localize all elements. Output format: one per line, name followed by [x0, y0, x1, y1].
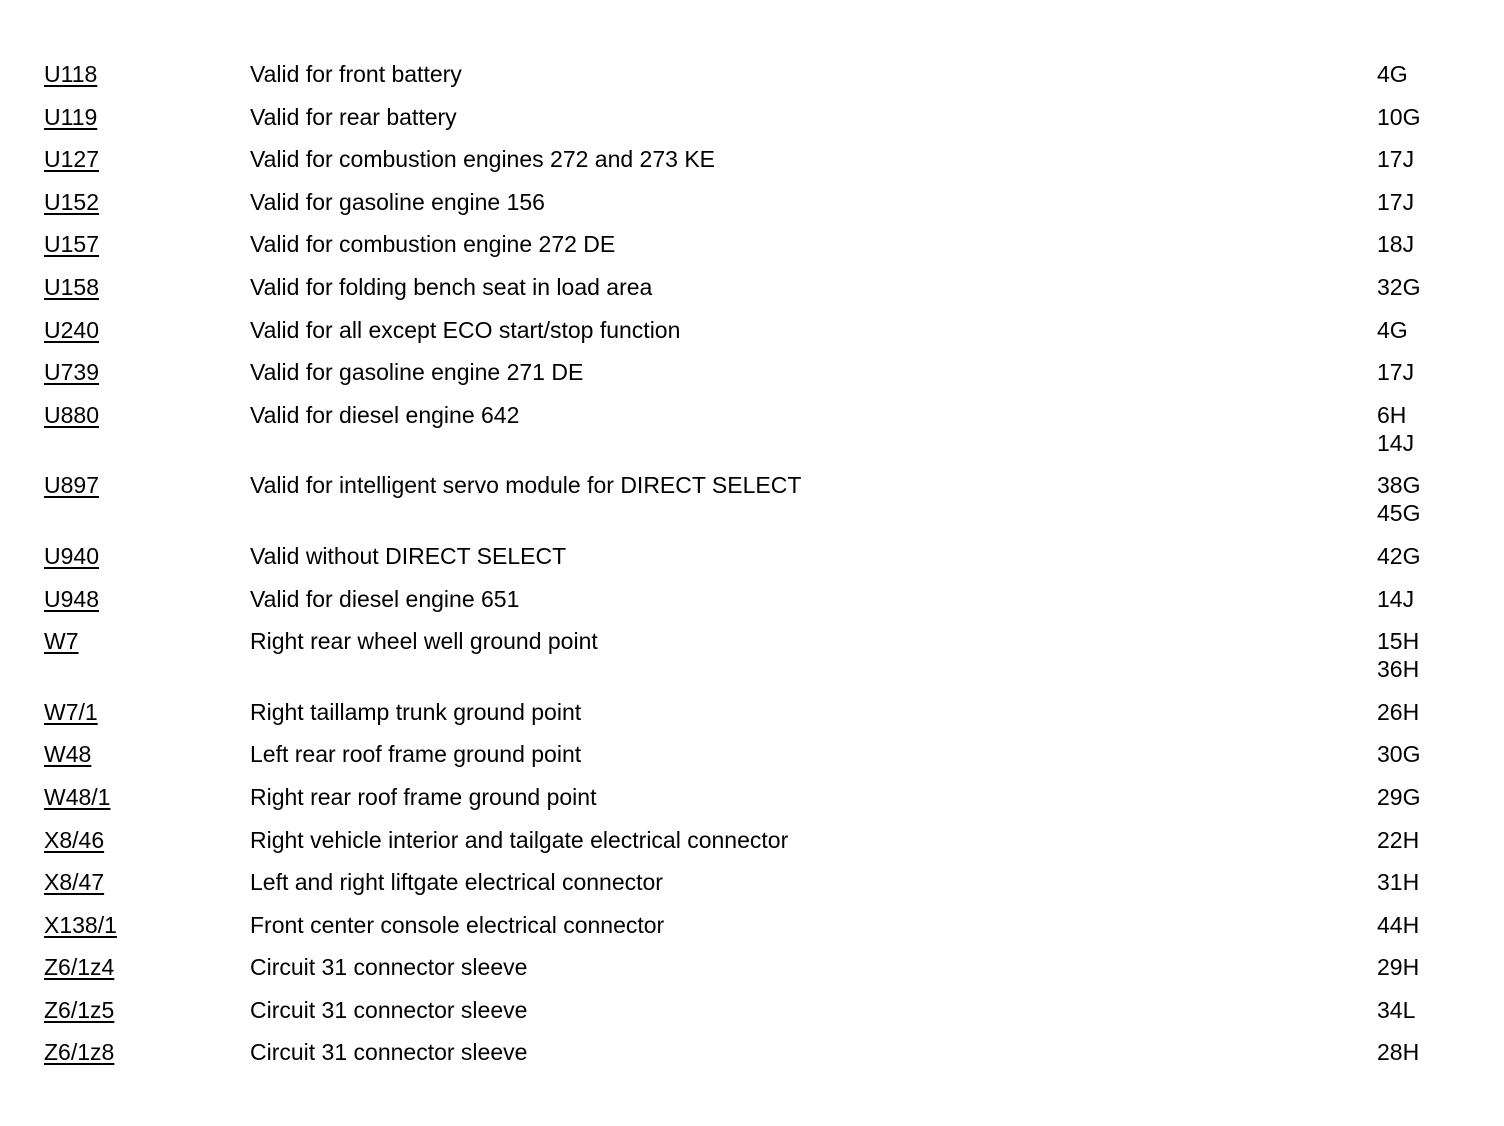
component-code-link[interactable]: W7: [44, 628, 79, 655]
grid-reference-list: [1377, 826, 1464, 854]
grid-reference: 29H: [1377, 954, 1420, 981]
component-legend-table: [44, 60, 1464, 1081]
grid-reference-list: [1377, 585, 1464, 613]
legend-row: [44, 358, 1464, 386]
grid-reference-list: [1377, 401, 1464, 457]
grid-reference-list: [1377, 542, 1464, 570]
component-code-link[interactable]: U152: [44, 188, 99, 215]
grid-reference: 17J: [1377, 359, 1415, 386]
grid-reference-list: [1377, 60, 1464, 88]
grid-reference: 45G: [1377, 500, 1421, 527]
grid-reference-list: [1377, 273, 1464, 301]
legend-row: [44, 826, 1464, 854]
component-code-link[interactable]: W7/1: [44, 698, 98, 725]
legend-row: [44, 316, 1464, 344]
component-description: Right taillamp trunk ground point: [250, 698, 582, 725]
component-description: Valid for combustion engines 272 and 273 KE: [250, 146, 715, 173]
grid-reference-list: [1377, 996, 1464, 1024]
grid-reference-list: [1377, 953, 1464, 981]
component-code-link[interactable]: U897: [44, 472, 99, 499]
grid-reference-list: [1377, 698, 1464, 726]
component-code-link[interactable]: W48/1: [44, 783, 111, 810]
component-code-link[interactable]: U119: [44, 103, 98, 130]
grid-reference-list: [1377, 911, 1464, 939]
grid-reference: 28H: [1377, 1039, 1420, 1066]
component-code-link[interactable]: U118: [44, 61, 98, 87]
legend-row: [44, 996, 1464, 1024]
grid-reference-list: [1377, 627, 1464, 683]
legend-row: [44, 230, 1464, 258]
legend-row: [44, 911, 1464, 939]
grid-reference: 22H: [1377, 826, 1420, 853]
component-code-link[interactable]: X8/46: [44, 826, 105, 853]
grid-reference-list: [1377, 316, 1464, 344]
component-description: Valid for diesel engine 651: [250, 585, 520, 612]
grid-reference: 17J: [1377, 188, 1415, 215]
component-code-link[interactable]: Z6/1z5: [44, 996, 115, 1023]
component-description: Valid for diesel engine 642: [250, 401, 520, 428]
legend-row: [44, 471, 1464, 527]
component-description: Right rear wheel well ground point: [250, 628, 598, 655]
component-code-link[interactable]: W48: [44, 741, 92, 768]
component-description: Circuit 31 connector sleeve: [250, 996, 528, 1023]
grid-reference-list: [1377, 188, 1464, 216]
legend-row: [44, 542, 1464, 570]
component-description: Circuit 31 connector sleeve: [250, 1039, 528, 1066]
grid-reference: 4G: [1377, 61, 1408, 87]
grid-reference-list: [1377, 103, 1464, 131]
grid-reference: 6H: [1377, 401, 1407, 428]
grid-reference-list: [1377, 783, 1464, 811]
grid-reference-list: [1377, 471, 1464, 527]
legend-row: [44, 103, 1464, 131]
legend-row: [44, 145, 1464, 173]
component-description: Left rear roof frame ground point: [250, 741, 582, 768]
component-code-link[interactable]: Z6/1z4: [44, 954, 115, 981]
grid-reference-list: [1377, 145, 1464, 173]
component-description: Left and right liftgate electrical connector: [250, 869, 663, 896]
component-description: Circuit 31 connector sleeve: [250, 954, 528, 981]
component-description: Right vehicle interior and tailgate electrical connector: [250, 826, 789, 853]
legend-row: [44, 783, 1464, 811]
grid-reference: 29G: [1377, 783, 1421, 810]
legend-row: [44, 401, 1464, 457]
component-description: Valid for rear battery: [250, 103, 457, 130]
grid-reference: 4G: [1377, 316, 1408, 343]
component-description: Valid for gasoline engine 156: [250, 188, 545, 215]
component-code-link[interactable]: U880: [44, 401, 99, 428]
component-code-link[interactable]: U739: [44, 359, 99, 386]
component-description: Valid for gasoline engine 271 DE: [250, 359, 584, 386]
component-code-link[interactable]: U940: [44, 542, 99, 569]
legend-row: [44, 740, 1464, 768]
component-description: Valid for intelligent servo module for DIRECT SELECT: [250, 472, 802, 499]
legend-row: [44, 1038, 1464, 1066]
legend-row: [44, 698, 1464, 726]
grid-reference-list: [1377, 230, 1464, 258]
grid-reference: 14J: [1377, 429, 1415, 456]
grid-reference-list: [1377, 868, 1464, 896]
component-code-link[interactable]: U240: [44, 316, 99, 343]
legend-row: [44, 188, 1464, 216]
grid-reference: 14J: [1377, 585, 1415, 612]
component-description: Valid for front battery: [250, 61, 462, 87]
legend-row: [44, 585, 1464, 613]
component-code-link[interactable]: U948: [44, 585, 99, 612]
grid-reference: 18J: [1377, 231, 1415, 258]
grid-reference: 36H: [1377, 656, 1420, 683]
grid-reference-list: [1377, 740, 1464, 768]
grid-reference: 38G: [1377, 472, 1421, 499]
component-code-link[interactable]: U158: [44, 273, 99, 300]
legend-row: [44, 60, 1464, 88]
grid-reference: 32G: [1377, 273, 1421, 300]
component-description: Right rear roof frame ground point: [250, 783, 597, 810]
component-code-link[interactable]: U127: [44, 146, 99, 173]
grid-reference: 10G: [1377, 103, 1421, 130]
component-code-link[interactable]: X8/47: [44, 869, 105, 896]
grid-reference: 42G: [1377, 542, 1421, 569]
component-description: Valid for combustion engine 272 DE: [250, 231, 616, 258]
legend-row: [44, 868, 1464, 896]
grid-reference: 34L: [1377, 996, 1416, 1023]
component-description: Valid for folding bench seat in load area: [250, 273, 653, 300]
grid-reference: 15H: [1377, 628, 1420, 655]
grid-reference: 30G: [1377, 741, 1421, 768]
component-description: Front center console electrical connector: [250, 911, 665, 938]
component-description: Valid without DIRECT SELECT: [250, 542, 567, 569]
legend-row: [44, 627, 1464, 683]
component-code-link[interactable]: U157: [44, 231, 99, 258]
component-description: Valid for all except ECO start/stop function: [250, 316, 681, 343]
component-code-link[interactable]: Z6/1z8: [44, 1039, 115, 1066]
component-code-link[interactable]: X138/1: [44, 911, 117, 938]
legend-row: [44, 953, 1464, 981]
grid-reference: 44H: [1377, 911, 1420, 938]
grid-reference-list: [1377, 1038, 1464, 1066]
grid-reference: 26H: [1377, 698, 1420, 725]
legend-row: [44, 273, 1464, 301]
grid-reference: 31H: [1377, 869, 1420, 896]
grid-reference-list: [1377, 358, 1464, 386]
grid-reference: 17J: [1377, 146, 1415, 173]
